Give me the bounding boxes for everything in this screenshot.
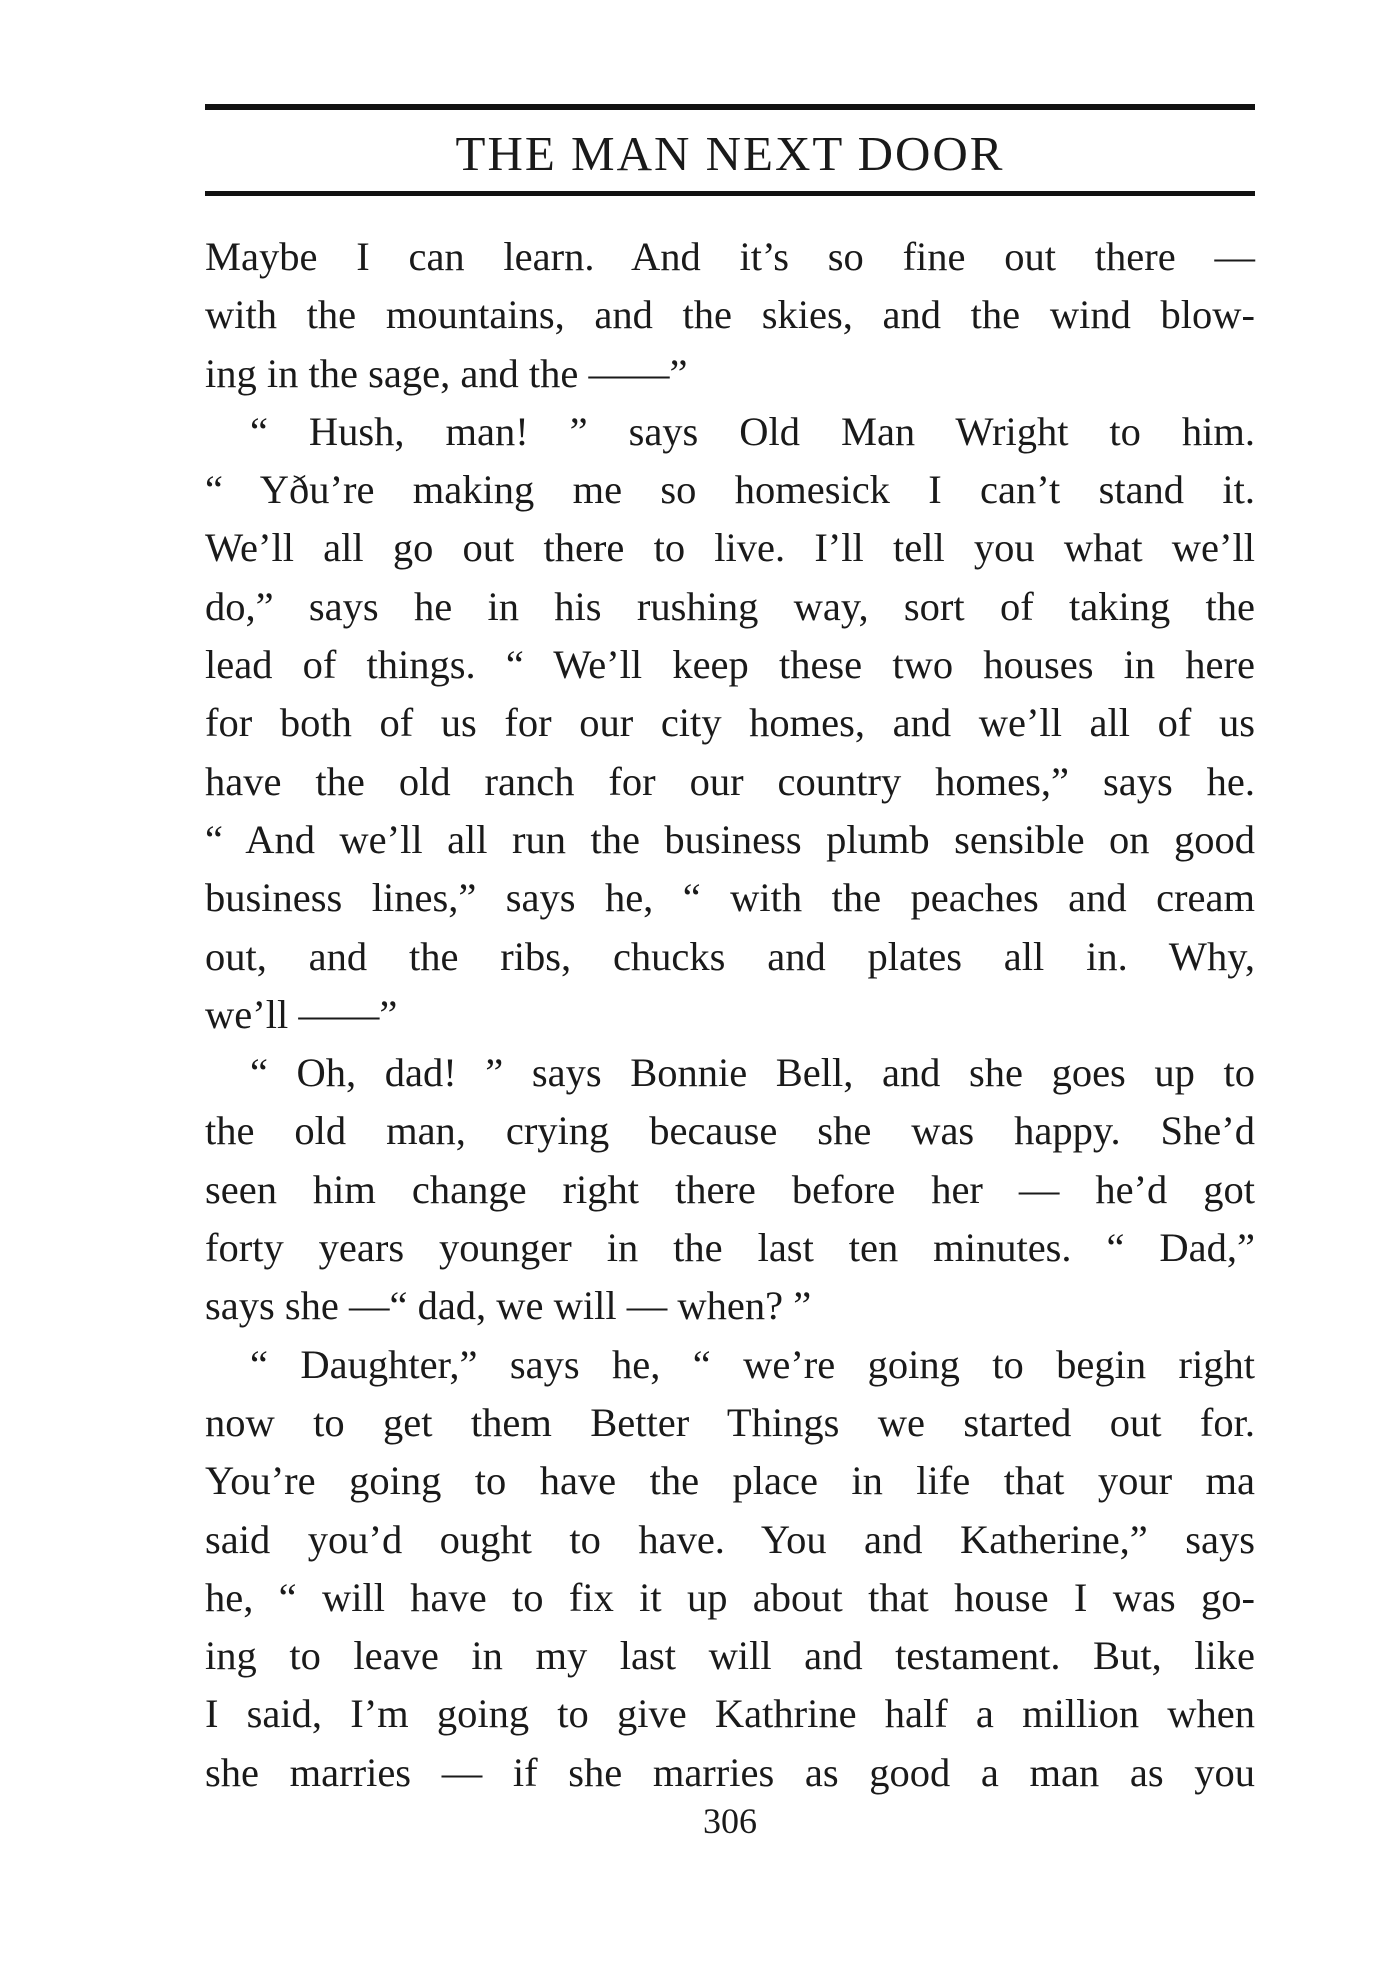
text-line: have the old ranch for our country homes,” says he. (205, 758, 1255, 804)
text-line: We’ll all go out there to live. I’ll tell you what we’ll (205, 525, 1255, 571)
text-line: out, and the ribs, chucks and plates all in. Why, (205, 933, 1255, 979)
body-text (205, 228, 1255, 1802)
page-number: 306 (703, 1801, 757, 1841)
text-line: forty years younger in the last ten minutes. “ Dad,” (205, 1225, 1255, 1271)
text-line: “ Daughter,” says he, “ we’re going to begin right (250, 1341, 1255, 1387)
text-line: business lines,” says he, “ with the peaches and cream (205, 875, 1255, 921)
text-line: lead of things. “ We’ll keep these two houses in here (205, 642, 1255, 688)
text-line: he, “ will have to fix it up about that house I was go- (205, 1574, 1255, 1620)
text-line: I said, I’m going to give Kathrine half a million when (205, 1691, 1255, 1737)
text-line: ing to leave in my last will and testament. But, like (205, 1633, 1255, 1679)
header-rule-bottom (205, 191, 1255, 196)
text-line: “ Yðu’re making me so homesick I can’t stand it. (205, 467, 1255, 513)
text-line: she marries — if she marries as good a man as you (205, 1749, 1255, 1795)
text-line: “ And we’ll all run the business plumb sensible on good (205, 816, 1255, 862)
text-line: You’re going to have the place in life that your ma (205, 1458, 1255, 1504)
text-line: for both of us for our city homes, and we’ll all of us (205, 700, 1255, 746)
running-title: THE MAN NEXT DOOR (455, 126, 1005, 181)
text-line: says she —“ dad, we will — when? ” (205, 1283, 812, 1329)
text-line: the old man, crying because she was happy. She’d (205, 1108, 1255, 1154)
text-line: do,” says he in his rushing way, sort of taking the (205, 583, 1255, 629)
text-line: we’ll ——” (205, 991, 398, 1037)
header-rule-top (205, 104, 1255, 110)
text-line: Maybe I can learn. And it’s so fine out there — (205, 234, 1255, 279)
text-line: ing in the sage, and the ——” (205, 350, 688, 396)
text-line: seen him change right there before her — he’d got (205, 1166, 1255, 1212)
text-line: “ Oh, dad! ” says Bonnie Bell, and she goes up to (250, 1050, 1255, 1096)
text-line: “ Hush, man! ” says Old Man Wright to him. (250, 408, 1255, 454)
text-line: now to get them Better Things we started out for. (205, 1399, 1255, 1445)
text-line: said you’d ought to have. You and Katherine,” says (205, 1516, 1255, 1562)
text-line: with the mountains, and the skies, and the wind blow- (205, 292, 1255, 338)
